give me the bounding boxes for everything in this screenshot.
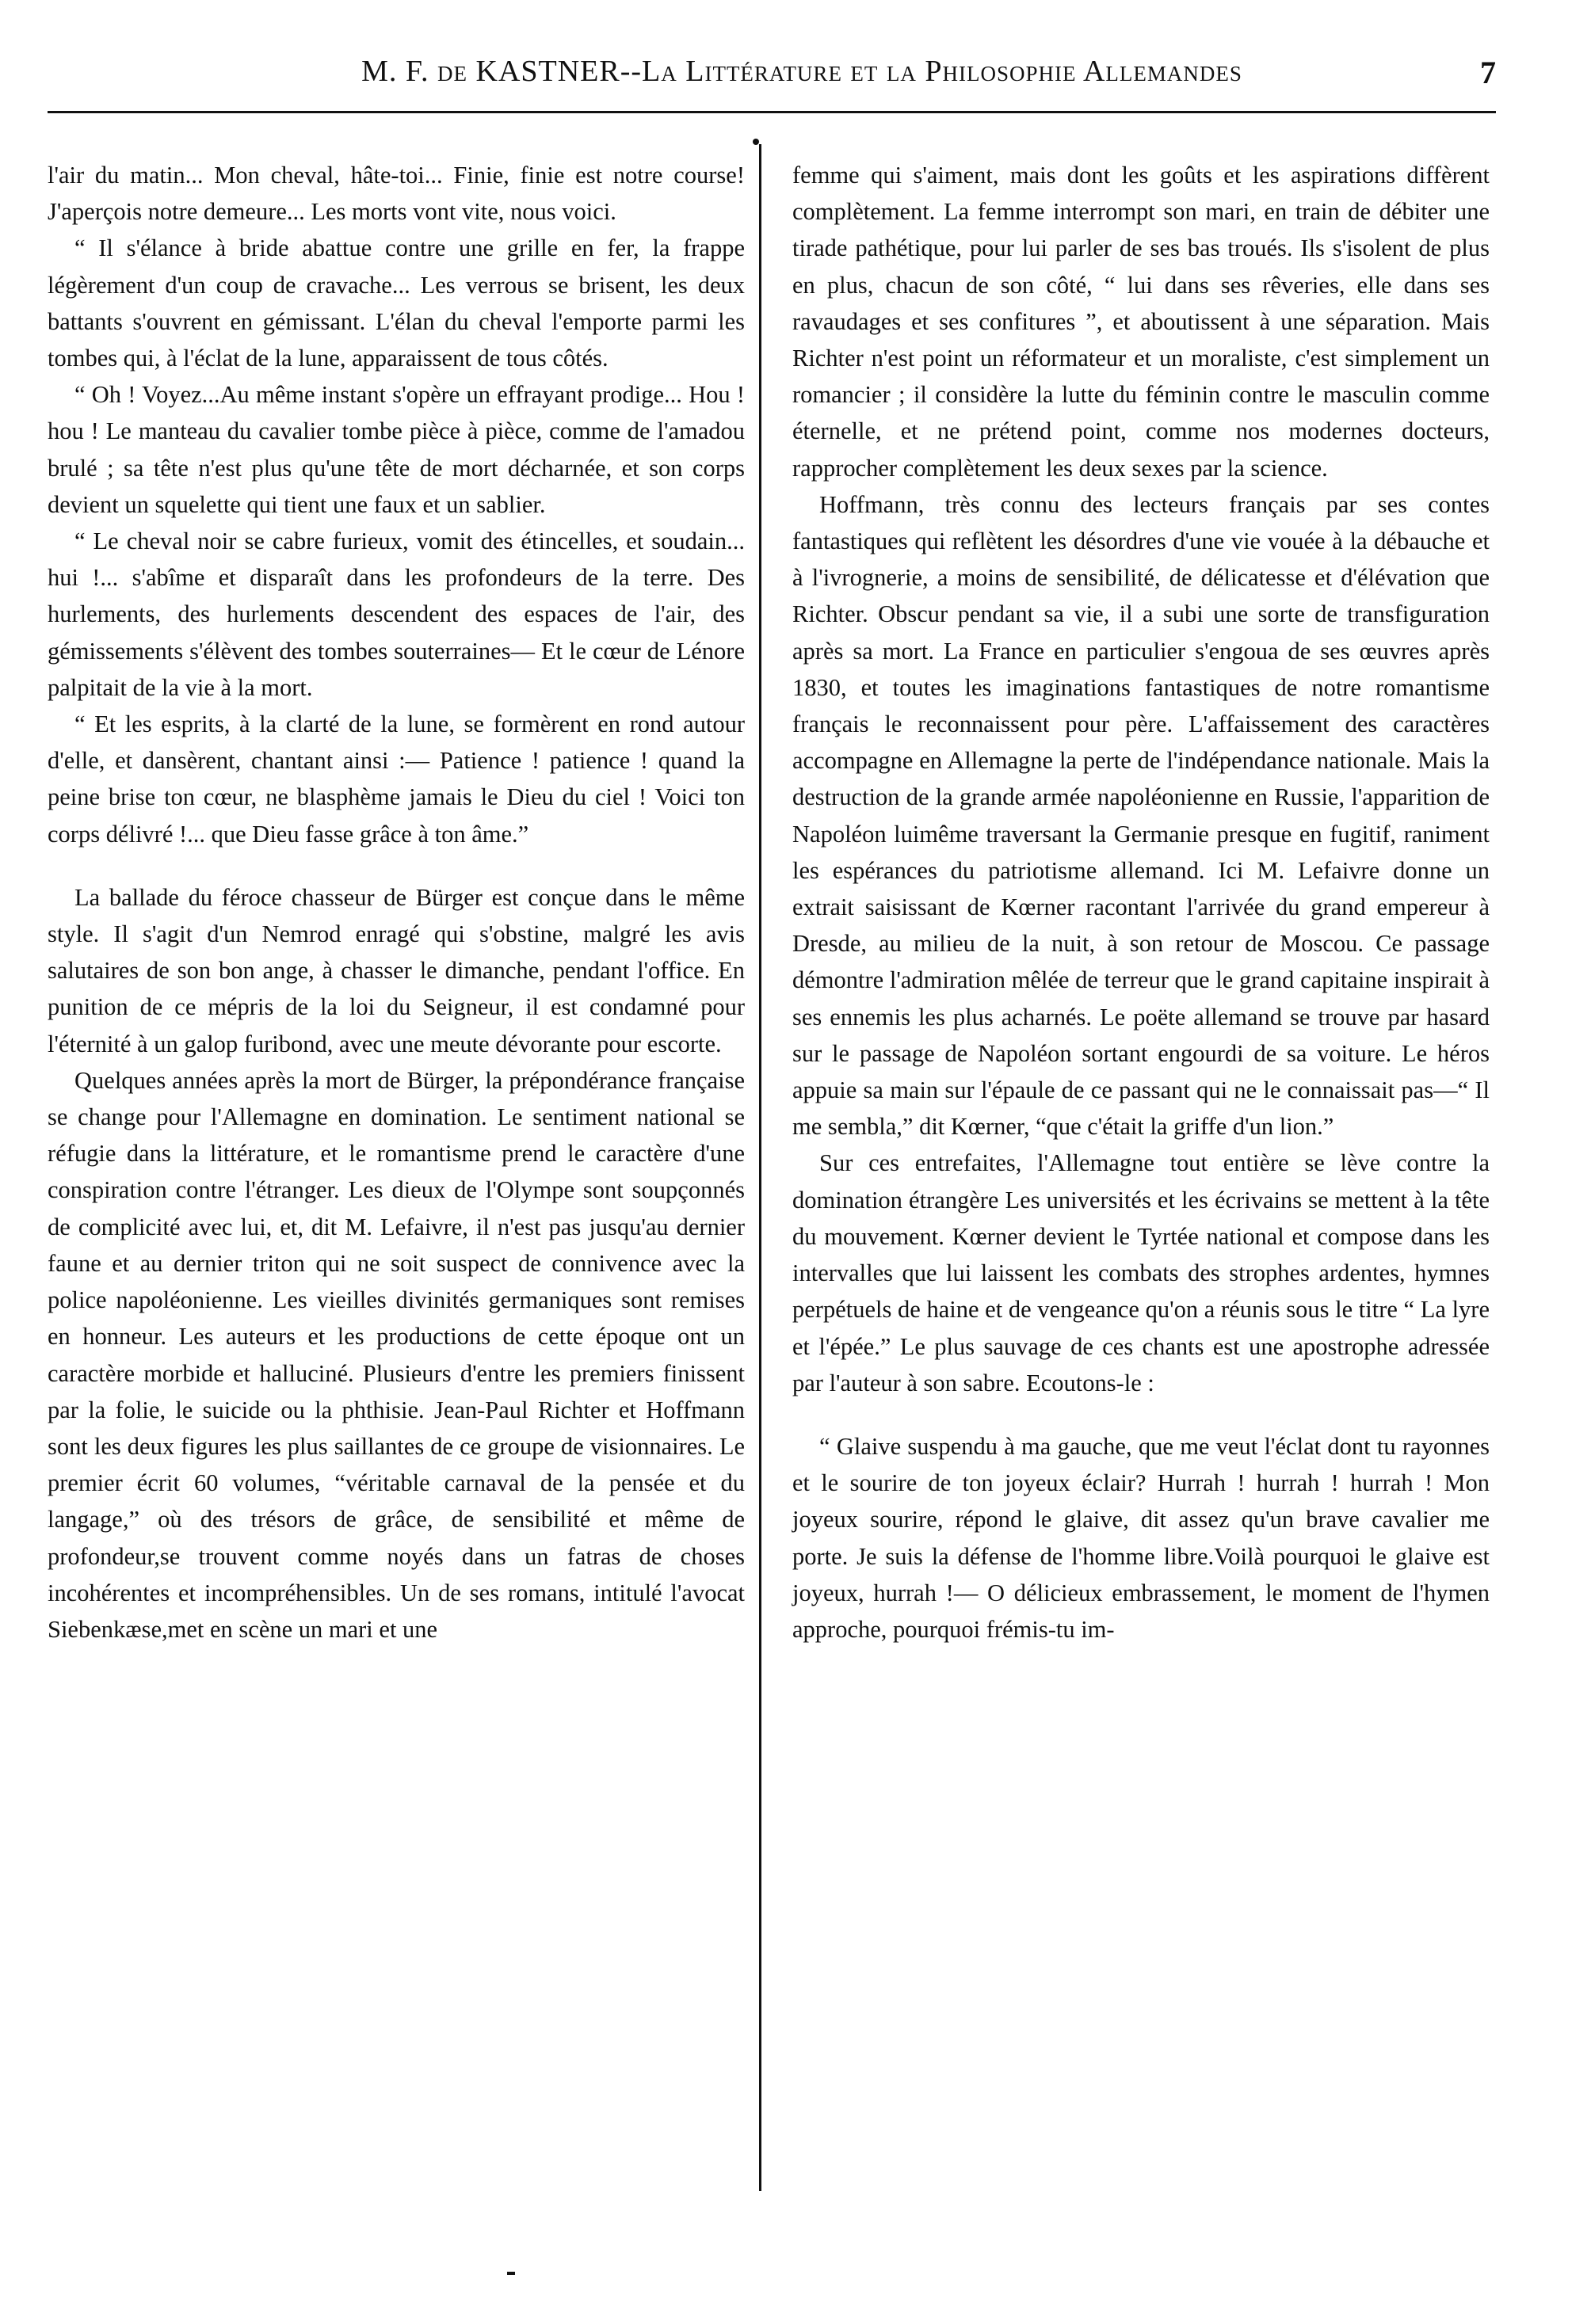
left-column <box>48 157 745 1648</box>
right-column <box>792 157 1490 1648</box>
paragraph: “ Il s'élance à bride abattue contre une grille en fer, la frappe légèrement d'un coup de cravache... Les verrous se brisent, les deux battants s'ouvrent en gémissant. L'élan du cheval l'emporte parmi les tombes qui, à l'éclat de la lune, apparaissent de tous côtés. <box>48 234 745 372</box>
divider-ornament-top <box>753 139 759 145</box>
paragraph: “ Et les esprits, à la clarté de la lune, se formèrent en rond autour d'elle, et dansèrent, chantant ainsi :— Patience ! patience ! quand la peine brise ton cœur, ne blasphème jamais le Dieu du ciel ! Voici ton corps délivré !... que Dieu fasse grâce à ton âme.” <box>48 711 745 848</box>
running-head: M. F. de KASTNER--La Littérature et la Philosophie Allemandes <box>361 55 1242 88</box>
paragraph: La ballade du féroce chasseur de Bürger est conçue dans le même style. Il s'agit d'un Nemrod enragé qui s'obstine, malgré les avis salutaires de son bon ange, à chasser le dimanche, pendant l'office. En punition de ce mépris de la loi du Seigneur, il est condamné pour l'éternité à un galop furibond, avec une meute dévorante pour escorte. <box>48 883 745 1057</box>
page-header <box>41 49 1496 97</box>
column-divider <box>759 144 761 2191</box>
page-number: 7 <box>1480 55 1496 90</box>
paragraph: “ Glaive suspendu à ma gauche, que me veut l'éclat dont tu rayonnes et le sourire de ton joyeux éclair? Hurrah ! hurrah ! hurrah ! Mon joyeux sourire, répond le glaive, dit assez qu'un brave cavalier me porte. Je suis la défense de l'homme libre.Voilà pourquoi le glaive est joyeux, hurrah !— O délicieux embrassement, le moment de l'hymen approche, pourquoi frémis-tu im- <box>792 1432 1490 1643</box>
paragraph: femme qui s'aiment, mais dont les goûts et les aspirations diffèrent complètement. La femme interrompt son mari, en train de débiter une tirade pathétique, pour lui parler de ses bas troués. Ils s'isolent de plus en plus, chacun de son côté, “ lui dans ses rêveries, elle dans ses ravaudages et ses confitures ”, et aboutissent à une séparation. Mais Richter n'est point un réformateur et un moraliste, c'est simplement un romancier ; il considère la lutte du féminin contre le masculin comme éternelle, et ne prétend point, comme nos modernes docteurs, rapprocher complètement les deux sexes par la science. <box>792 162 1490 482</box>
paragraph: Quelques années après la mort de Bürger, la prépondérance française se change pour l'Allemagne en domination. Le sentiment national se réfugie dans la littérature, et le romantisme prend le caractère d'une conspiration contre l'étranger. Les dieux de l'Olympe sont soupçonnés de complicité avec lui, et, dit M. Lefaivre, il n'est pas jusqu'au dernier faune et au dernier triton qui ne soit suspect de connivence avec la police napoléonienne. Les vieilles divinités germaniques sont remises en honneur. Les auteurs et les productions de cette époque ont un caractère morbide et halluciné. Plusieurs d'entre les premiers finissent par la folie, le suicide ou la phthisie. Jean-Paul Richter et Hoffmann sont les deux figures les plus saillantes de ce groupe de visionnaires. Le premier écrit 60 volumes, “véritable carnaval de la pensée et du langage,” où des trésors de grâce, de sensibilité et même de profondeur,se trouvent comme noyés dans un fatras de choses incohérentes et incompréhensibles. Un de ses romans, intitulé l'avocat Siebenkæse,met en scène un mari et une <box>48 1066 745 1643</box>
header-rule <box>48 111 1496 113</box>
paragraph: Hoffmann, très connu des lecteurs français par ses contes fantastiques qui reflètent les désordres d'une vie vouée à la débauche et à l'ivrognerie, a moins de sensibilité, de délicatesse et d'élévation que Richter. Obscur pendant sa vie, il a subi une sorte de transfiguration après sa mort. La France en particulier s'engoua de ses œuvres après 1830, et toutes les imaginations fantastiques de notre romantisme français le reconnaissent pour père. L'affaissement des caractères accompagne en Allemagne la perte de l'indépendance nationale. Mais la destruction de la grande armée napoléonienne en Russie, l'apparition de Napoléon luimême traversant la Germanie presque en fugitif, raniment les espérances du patriotisme allemand. Ici M. Lefaivre donne un extrait saisissant de Kœrner racontant l'arrivée du grand empereur à Dresde, au milieu de la nuit, à son retour de Moscou. Ce passage démontre l'admiration mêlée de terreur que le grand capitaine inspirait à ses ennemis les plus acharnés. Le poëte allemand se trouve par hasard sur le passage de Napoléon sortant engourdi de sa voiture. Le héros appuie sa main sur l'épaule de ce passant qui ne le connaissait pas—“ Il me sembla,” dit Kœrner, “que c'était la griffe d'un lion.” <box>792 490 1490 1141</box>
paragraph: “ Le cheval noir se cabre furieux, vomit des étincelles, et soudain... hui !... s'abîme et disparaît dans les profondeurs de la terre. Des hurlements, des hurlements descendent des espaces de l'air, des gémissements s'élèvent des tombes souterraines— Et le cœur de Lénore palpitait de la vie à la mort. <box>48 528 745 701</box>
paragraph: l'air du matin... Mon cheval, hâte-toi... Finie, finie est notre course! J'aperçois notre demeure... Les morts vont vite, nous voici. <box>48 162 745 226</box>
paragraph: “ Oh ! Voyez...Au même instant s'opère un effrayant prodige... Hou ! hou ! Le manteau du cavalier tombe pièce à pièce, comme de l'amadou brulé ; sa tête n'est plus qu'une tête de mort décharnée, et son corps devient un squelette qui tient une faux et un sablier. <box>48 381 745 518</box>
footer-mark <box>507 2272 515 2275</box>
paragraph: Sur ces entrefaites, l'Allemagne tout entière se lève contre la domination étrangère Les universités et les écrivains se mettent à la tête du mouvement. Kœrner devient le Tyrtée national et compose dans les intervalles que lui laissent les combats des strophes ardentes, hymnes perpétuels de haine et de vengeance qu'on a réunis sous le titre “ La lyre et l'épée.” Le plus sauvage de ces chants est une apostrophe adressée par l'auteur à son sabre. Ecoutons-le : <box>792 1149 1490 1396</box>
